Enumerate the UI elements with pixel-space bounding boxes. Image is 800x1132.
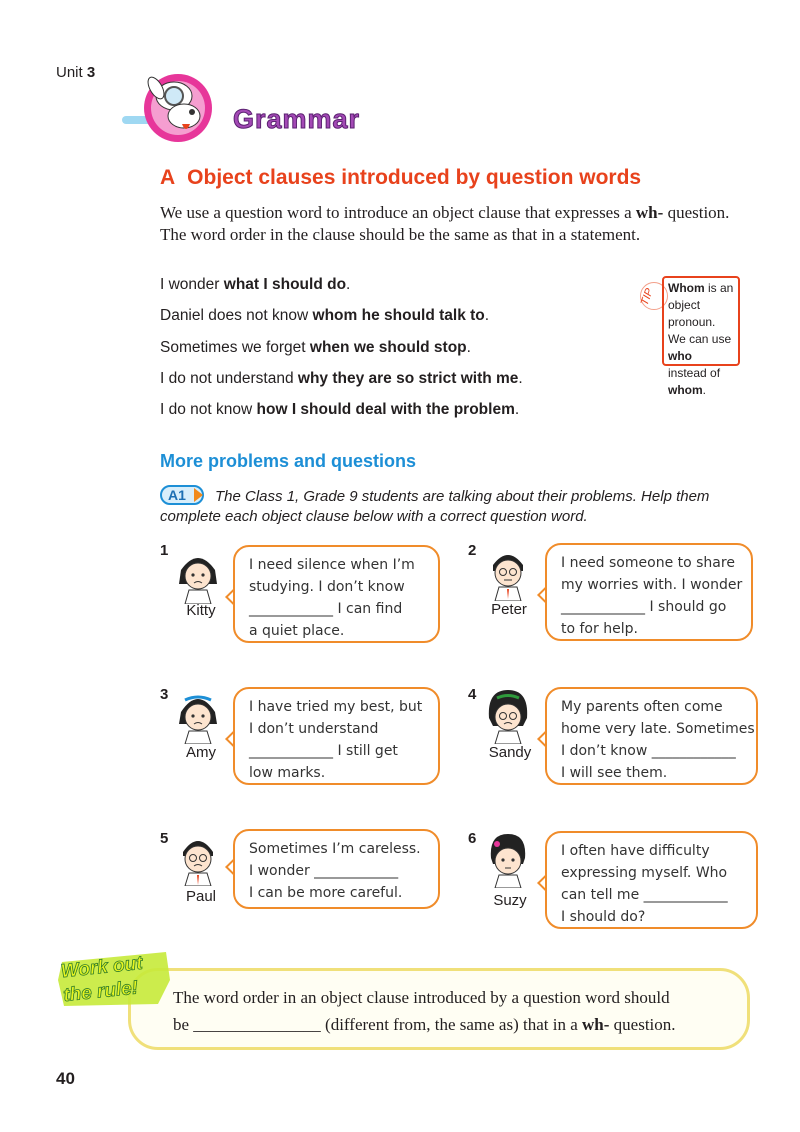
example-end: . bbox=[484, 307, 490, 324]
bubble-line: studying. I don’t know bbox=[249, 579, 405, 595]
student-name: Peter bbox=[491, 601, 527, 618]
item-number: 1 bbox=[160, 542, 169, 559]
bubble-line: I often have difficulty bbox=[561, 843, 710, 859]
tip-bold: whom bbox=[668, 383, 703, 397]
tip-label: TIP bbox=[638, 286, 656, 308]
rule-text bbox=[173, 984, 743, 1038]
tip-text: . bbox=[702, 383, 707, 397]
grammar-mascot-logo-icon bbox=[122, 66, 232, 146]
student-face-icon bbox=[485, 545, 531, 601]
intro-paragraph bbox=[160, 202, 740, 246]
tip-text: object pronoun. bbox=[668, 298, 716, 329]
tip-text: is an bbox=[708, 281, 734, 295]
unit-label bbox=[56, 64, 95, 81]
speech-bubble bbox=[233, 687, 440, 785]
tip-text: We can use bbox=[668, 332, 732, 346]
example-plain: Daniel does not know bbox=[160, 307, 309, 324]
bubble-line: I don’t know ____________ bbox=[561, 743, 736, 759]
tip-bold: Whom bbox=[668, 281, 705, 295]
activity-label-a1: A1 bbox=[160, 485, 204, 505]
item-number: 2 bbox=[468, 542, 477, 559]
bubble-line: I need someone to share bbox=[561, 555, 735, 571]
example-plain: I do not understand bbox=[160, 370, 294, 387]
tip-box bbox=[662, 276, 740, 397]
example-plain: I wonder bbox=[160, 276, 220, 293]
bubble-line: to for help. bbox=[561, 621, 638, 637]
bubble-line: My parents often come bbox=[561, 699, 723, 715]
example-sentence bbox=[160, 401, 519, 419]
example-bold: when we should stop bbox=[309, 339, 467, 356]
bubble-line: I don’t understand bbox=[249, 721, 379, 737]
example-sentence bbox=[160, 339, 471, 357]
bubble-line: Sometimes I’m careless. bbox=[249, 841, 421, 857]
subsection-title: More problems and questions bbox=[160, 451, 417, 471]
intro-text-2: question. The word order in the clause should be the same as that in a statement. bbox=[160, 203, 730, 244]
bubble-line: ____________ I can find bbox=[249, 601, 403, 617]
example-sentence bbox=[160, 370, 523, 388]
speech-bubble bbox=[233, 545, 440, 643]
section-a-heading bbox=[160, 166, 641, 190]
speech-bubble bbox=[233, 829, 440, 909]
unit-number: 3 bbox=[86, 64, 96, 81]
bubble-line: my worries with. I wonder bbox=[561, 577, 743, 593]
student-name: Paul bbox=[185, 888, 217, 905]
bubble-line: low marks. bbox=[249, 765, 326, 781]
example-plain: Sometimes we forget bbox=[160, 339, 306, 356]
item-number: 5 bbox=[160, 830, 169, 847]
example-end: . bbox=[514, 401, 520, 418]
bubble-line: I wonder ____________ bbox=[249, 863, 399, 879]
section-a-title: Object clauses introduced by question words bbox=[187, 166, 642, 189]
item-number: 3 bbox=[160, 686, 169, 703]
tip-text: instead of bbox=[668, 366, 721, 380]
speech-bubble bbox=[545, 687, 758, 785]
tip-bold: who bbox=[668, 349, 692, 363]
student-face-icon bbox=[175, 688, 221, 744]
example-bold: what I should do bbox=[223, 276, 347, 293]
item-number: 6 bbox=[468, 830, 477, 847]
rule-text-part: question. bbox=[613, 1015, 676, 1034]
example-sentence bbox=[160, 307, 489, 325]
student-face-icon bbox=[485, 688, 531, 744]
bubble-line: I will see them. bbox=[561, 765, 668, 781]
bubble-line: ____________ I should go bbox=[561, 599, 727, 615]
bubble-line: I need silence when I’m bbox=[249, 557, 415, 573]
student-face-icon bbox=[175, 548, 221, 604]
rule-bold: wh- bbox=[582, 1015, 610, 1034]
bubble-line: can tell me ____________ bbox=[561, 887, 728, 903]
item-number: 4 bbox=[468, 686, 477, 703]
student-name: Suzy bbox=[493, 892, 527, 909]
bubble-line: a quiet place. bbox=[249, 623, 345, 639]
example-bold: whom he should talk to bbox=[312, 307, 485, 324]
example-end: . bbox=[346, 276, 351, 293]
example-plain: I do not know bbox=[160, 401, 253, 418]
student-name: Sandy bbox=[488, 744, 532, 761]
rule-line: The word order in an object clause introduced by a question word should bbox=[173, 988, 670, 1007]
unit-word: Unit bbox=[56, 64, 83, 81]
student-name: Amy bbox=[186, 744, 216, 761]
section-letter: A bbox=[160, 166, 176, 189]
student-face-icon bbox=[175, 830, 221, 886]
student-face-icon bbox=[485, 832, 531, 888]
speech-bubble bbox=[545, 831, 758, 929]
page-number: 40 bbox=[56, 1069, 75, 1088]
bubble-line: I should do? bbox=[561, 909, 646, 925]
badge-line: Work out bbox=[59, 952, 144, 983]
example-sentence bbox=[160, 276, 350, 294]
work-out-rule-badge bbox=[60, 952, 147, 1008]
bubble-line: ____________ I still get bbox=[249, 743, 398, 759]
speech-bubble bbox=[545, 543, 753, 641]
intro-bold: wh- bbox=[635, 203, 664, 222]
rule-line bbox=[173, 1011, 743, 1038]
intro-text-1: We use a question word to introduce an object clause that expresses a bbox=[160, 203, 632, 222]
bubble-line: I can be more careful. bbox=[249, 885, 403, 901]
instruction-line-2: complete each object clause below with a correct question word. bbox=[160, 508, 588, 525]
bubble-line: expressing myself. Who bbox=[561, 865, 728, 881]
bubble-line: I have tried my best, but bbox=[249, 699, 423, 715]
section-title-grammar: Grammar bbox=[233, 104, 361, 134]
example-bold: how I should deal with the problem bbox=[256, 401, 515, 418]
badge-line: the rule! bbox=[62, 977, 140, 1007]
bubble-line: home very late. Sometimes bbox=[561, 721, 755, 737]
example-end: . bbox=[466, 339, 471, 356]
rule-text-part: be _______________ (different from, the same as) that in a bbox=[173, 1015, 578, 1034]
example-end: . bbox=[518, 370, 523, 387]
play-arrow-icon bbox=[194, 488, 203, 502]
example-bold: why they are so strict with me bbox=[297, 370, 519, 387]
student-name: Kitty bbox=[186, 602, 216, 619]
instruction-line-1: The Class 1, Grade 9 students are talking about their problems. Help them bbox=[215, 488, 710, 505]
